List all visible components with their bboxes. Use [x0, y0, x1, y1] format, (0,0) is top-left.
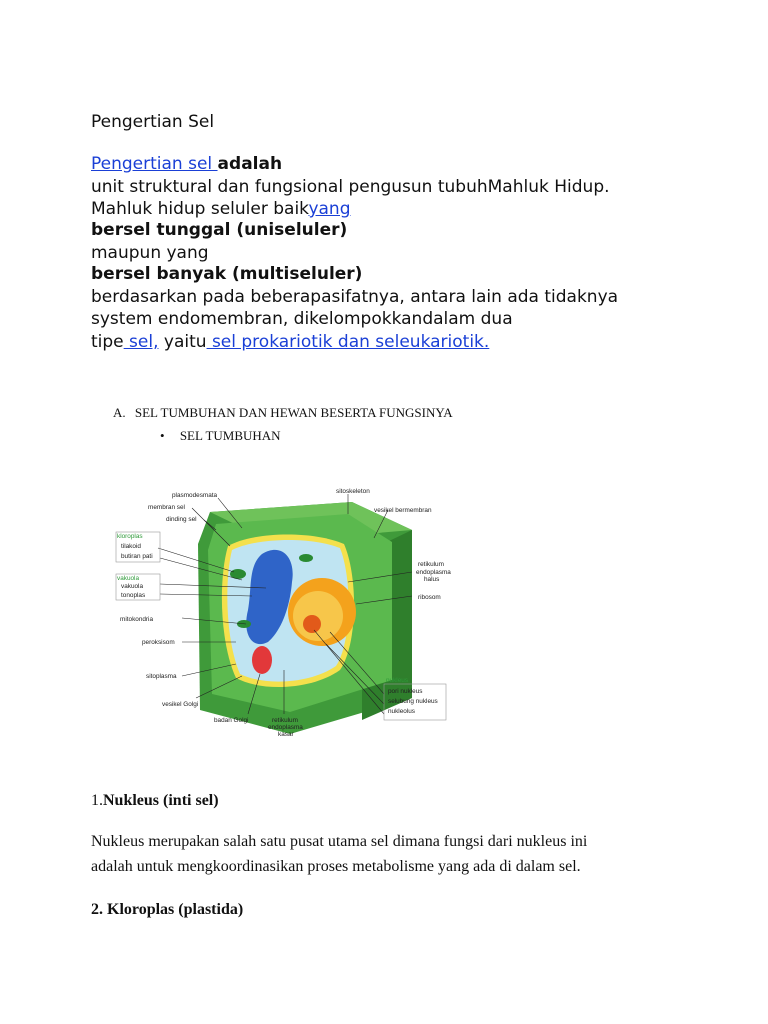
intro-line-5: maupun yang: [91, 243, 209, 263]
label-retikulum-halus-3: halus: [424, 576, 440, 583]
nukleus-number: 1.: [91, 792, 103, 809]
nukleus-paragraph-line-2: adalah untuk mengkoordinasikan proses metabolisme yang ada di dalam sel.: [91, 858, 581, 875]
label-plasmodesmata: plasmodesmata: [172, 492, 218, 499]
label-nukleolus: nukleolus: [388, 708, 416, 715]
label-selubung-nukleus: selubung nukleus: [388, 698, 438, 705]
label-kloroplas: kloroplas: [117, 533, 143, 540]
intro-line-7: berdasarkan pada beberapasifatnya, antara lain ada tidaknya: [91, 287, 619, 307]
label-vakuola: vakuola: [117, 575, 140, 582]
label-mitokondria: mitokondria: [120, 616, 154, 623]
label-butiran-pati: butiran pati: [121, 553, 153, 560]
section-a-heading: [113, 405, 453, 421]
chloroplast: [299, 554, 313, 562]
sel-link[interactable]: sel,: [123, 332, 159, 352]
label-nukleus: nukleus: [386, 677, 409, 684]
label-vesikel-bermembran: vesikel bermembran: [374, 507, 432, 514]
label-tilakoid: tilakoid: [121, 543, 141, 550]
label-pori-nukleus: pori nukleus: [388, 688, 423, 695]
label-badan-golgi: badan Golgi: [214, 717, 249, 724]
intro-line-8: system endomembran, dikelompokkandalam dua: [91, 309, 513, 329]
section-a-marker: A.: [113, 405, 126, 420]
nukleus-paragraph-line-1: Nukleus merupakan salah satu pusat utama sel dimana fungsi dari nukleus ini: [91, 833, 588, 850]
kloroplas-heading: 2. Kloroplas (plastida): [91, 901, 244, 918]
intro-yaitu: yaitu: [158, 332, 207, 352]
label-sitoskeleton: sitoskeleton: [336, 488, 370, 495]
label-vesikel-golgi: vesikel Golgi: [162, 701, 199, 708]
nukleus-heading: [91, 792, 219, 810]
label-retikulum-kasar-3: kasar: [278, 731, 294, 738]
golgi-body: [252, 646, 272, 674]
plant-cell-diagram: [112, 484, 458, 740]
label-membran-sel: membran sel: [148, 504, 185, 511]
intro-adalah: adalah: [217, 154, 283, 174]
label-tonoplas: tonoplas: [121, 592, 146, 599]
label-vakuola-sub: vakuola: [121, 583, 144, 590]
bullet-item: [160, 428, 281, 444]
bullet-text: SEL TUMBUHAN: [179, 428, 281, 443]
label-peroksisom: peroksisom: [142, 639, 175, 646]
intro-line-3-text: Mahluk hidup seluler baik: [91, 199, 309, 219]
label-retikulum-kasar-2: endoplasma: [268, 724, 303, 731]
intro-tipe: tipe: [91, 332, 124, 352]
pengertian-sel-link[interactable]: Pengertian sel: [91, 154, 218, 174]
intro-line-1: [91, 154, 282, 174]
label-ribosom: ribosom: [418, 594, 441, 601]
intro-line-6: bersel banyak (multiseluler): [91, 264, 363, 284]
label-dinding-sel: dinding sel: [166, 516, 197, 523]
label-retikulum-halus-2: endoplasma: [416, 569, 451, 576]
yang-link[interactable]: yang: [308, 199, 351, 219]
label-sitoplasma: sitoplasma: [146, 673, 177, 680]
intro-line-4: bersel tunggal (uniseluler): [91, 220, 348, 240]
intro-line-9: [91, 332, 489, 352]
intro-line-2: unit struktural dan fungsional pengusun tubuhMahluk Hidup.: [91, 177, 610, 197]
prokariotik-link[interactable]: sel prokariotik dan seleukariotik.: [206, 332, 490, 352]
bullet-marker: •: [160, 428, 165, 443]
nukleus-title: Nukleus (inti sel): [103, 792, 219, 809]
label-retikulum-kasar-1: retikulum: [272, 717, 298, 724]
label-retikulum-halus-1: retikulum: [418, 561, 444, 568]
intro-line-3: [91, 199, 350, 219]
section-a-title: SEL TUMBUHAN DAN HEWAN BESERTA FUNGSINYA: [134, 405, 453, 420]
page-title: Pengertian Sel: [91, 112, 215, 132]
nucleus: [288, 578, 356, 646]
